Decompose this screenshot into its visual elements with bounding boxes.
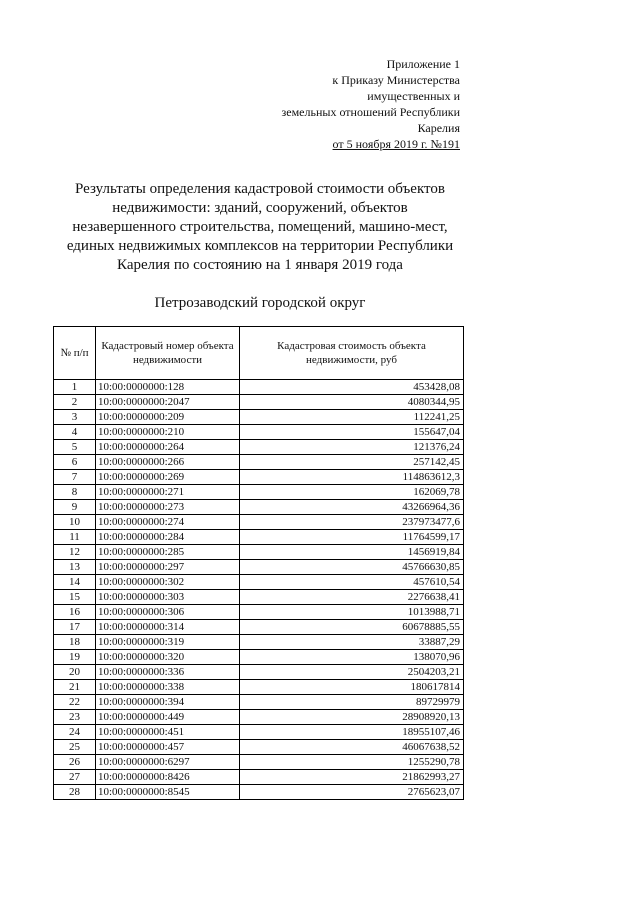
cadastral-number: 10:00:0000000:8545 <box>96 785 240 800</box>
column-header-number: № п/п <box>54 327 96 380</box>
cadastral-number: 10:00:0000000:320 <box>96 650 240 665</box>
cadastral-number: 10:00:0000000:336 <box>96 665 240 680</box>
row-number: 8 <box>54 485 96 500</box>
cadastral-value: 89729979 <box>240 695 464 710</box>
cadastral-value: 1456919,84 <box>240 545 464 560</box>
cadastral-number: 10:00:0000000:449 <box>96 710 240 725</box>
table-row <box>54 785 464 800</box>
table-row <box>54 470 464 485</box>
cadastral-number: 10:00:0000000:297 <box>96 560 240 575</box>
cadastral-value: 112241,25 <box>240 410 464 425</box>
row-number: 25 <box>54 740 96 755</box>
table-row <box>54 410 464 425</box>
cadastral-number: 10:00:0000000:394 <box>96 695 240 710</box>
row-number: 19 <box>54 650 96 665</box>
table-row <box>54 395 464 410</box>
cadastral-value: 2765623,07 <box>240 785 464 800</box>
cadastral-number: 10:00:0000000:6297 <box>96 755 240 770</box>
row-number: 26 <box>54 755 96 770</box>
cadastral-value: 21862993,27 <box>240 770 464 785</box>
table-row <box>54 635 464 650</box>
cadastral-number: 10:00:0000000:302 <box>96 575 240 590</box>
cadastral-value: 237973477,6 <box>240 515 464 530</box>
cadastral-number: 10:00:0000000:209 <box>96 410 240 425</box>
appendix-line: имущественных и <box>367 89 460 103</box>
appendix-header <box>282 56 460 152</box>
cadastral-number: 10:00:0000000:338 <box>96 680 240 695</box>
column-header-cadastral-number: Кадастровый номер объекта недвижимости <box>96 327 240 380</box>
appendix-line: Приложение 1 <box>386 57 460 71</box>
cadastral-value: 162069,78 <box>240 485 464 500</box>
title-line: единых недвижимых комплексов на территории Республики <box>66 238 454 254</box>
table-row <box>54 665 464 680</box>
table-row <box>54 770 464 785</box>
cadastral-value: 1013988,71 <box>240 605 464 620</box>
cadastral-number: 10:00:0000000:271 <box>96 485 240 500</box>
cadastral-number: 10:00:0000000:266 <box>96 455 240 470</box>
cadastral-value: 45766630,85 <box>240 560 464 575</box>
column-header-cadastral-value: Кадастровая стоимость объекта недвижимости, руб <box>240 327 464 380</box>
title-line: Результаты определения кадастровой стоимости объектов <box>75 181 445 197</box>
row-number: 28 <box>54 785 96 800</box>
cadastral-value: 43266964,36 <box>240 500 464 515</box>
cadastral-number: 10:00:0000000:269 <box>96 470 240 485</box>
cadastral-number: 10:00:0000000:274 <box>96 515 240 530</box>
cadastral-value: 46067638,52 <box>240 740 464 755</box>
cadastral-number: 10:00:0000000:264 <box>96 440 240 455</box>
cadastral-value: 1255290,78 <box>240 755 464 770</box>
row-number: 24 <box>54 725 96 740</box>
table-row <box>54 560 464 575</box>
table-row <box>54 425 464 440</box>
row-number: 18 <box>54 635 96 650</box>
cadastral-number: 10:00:0000000:319 <box>96 635 240 650</box>
table-row <box>54 380 464 395</box>
cadastral-value: 28908920,13 <box>240 710 464 725</box>
row-number: 14 <box>54 575 96 590</box>
title-line: Карелия по состоянию на 1 января 2019 года <box>117 257 403 273</box>
cadastral-value: 2504203,21 <box>240 665 464 680</box>
title-line: незавершенного строительства, помещений, машино-мест, <box>72 219 448 235</box>
row-number: 27 <box>54 770 96 785</box>
appendix-line: Карелия <box>417 121 460 135</box>
cadastral-value: 457610,54 <box>240 575 464 590</box>
row-number: 1 <box>54 380 96 395</box>
table-row <box>54 545 464 560</box>
cadastral-value: 60678885,55 <box>240 620 464 635</box>
row-number: 21 <box>54 680 96 695</box>
order-reference: от 5 ноября 2019 г. №191 <box>332 137 460 151</box>
table-row <box>54 725 464 740</box>
row-number: 13 <box>54 560 96 575</box>
district-name: Петрозаводский городской округ <box>154 295 366 311</box>
document-title <box>40 180 480 275</box>
table-header-row <box>54 327 464 380</box>
cadastral-value: 11764599,17 <box>240 530 464 545</box>
cadastral-value: 453428,08 <box>240 380 464 395</box>
row-number: 23 <box>54 710 96 725</box>
appendix-line: земельных отношений Республики <box>281 105 460 119</box>
table-row <box>54 455 464 470</box>
row-number: 16 <box>54 605 96 620</box>
cadastral-number: 10:00:0000000:273 <box>96 500 240 515</box>
row-number: 12 <box>54 545 96 560</box>
cadastral-number: 10:00:0000000:128 <box>96 380 240 395</box>
table-row <box>54 680 464 695</box>
row-number: 15 <box>54 590 96 605</box>
row-number: 11 <box>54 530 96 545</box>
table-body <box>54 380 464 800</box>
appendix-line: к Приказу Министерства <box>332 73 460 87</box>
table-row <box>54 530 464 545</box>
cadastral-value: 33887,29 <box>240 635 464 650</box>
row-number: 17 <box>54 620 96 635</box>
cadastral-value: 155647,04 <box>240 425 464 440</box>
cadastral-number: 10:00:0000000:284 <box>96 530 240 545</box>
table-row <box>54 710 464 725</box>
table-row <box>54 575 464 590</box>
cadastral-value: 180617814 <box>240 680 464 695</box>
table-row <box>54 755 464 770</box>
cadastral-number: 10:00:0000000:2047 <box>96 395 240 410</box>
row-number: 22 <box>54 695 96 710</box>
row-number: 2 <box>54 395 96 410</box>
row-number: 3 <box>54 410 96 425</box>
row-number: 20 <box>54 665 96 680</box>
table-row <box>54 590 464 605</box>
table-row <box>54 695 464 710</box>
cadastral-number: 10:00:0000000:314 <box>96 620 240 635</box>
cadastral-number: 10:00:0000000:306 <box>96 605 240 620</box>
table-row <box>54 740 464 755</box>
cadastral-value-table <box>53 326 464 800</box>
table-row <box>54 650 464 665</box>
table-row <box>54 515 464 530</box>
cadastral-value: 2276638,41 <box>240 590 464 605</box>
table-row <box>54 605 464 620</box>
cadastral-value: 138070,96 <box>240 650 464 665</box>
cadastral-value: 114863612,3 <box>240 470 464 485</box>
cadastral-number: 10:00:0000000:451 <box>96 725 240 740</box>
cadastral-value: 257142,45 <box>240 455 464 470</box>
table-row <box>54 440 464 455</box>
row-number: 7 <box>54 470 96 485</box>
cadastral-number: 10:00:0000000:285 <box>96 545 240 560</box>
cadastral-number: 10:00:0000000:457 <box>96 740 240 755</box>
row-number: 9 <box>54 500 96 515</box>
table-row <box>54 485 464 500</box>
cadastral-number: 10:00:0000000:210 <box>96 425 240 440</box>
table-row <box>54 500 464 515</box>
cadastral-number: 10:00:0000000:303 <box>96 590 240 605</box>
row-number: 10 <box>54 515 96 530</box>
row-number: 6 <box>54 455 96 470</box>
row-number: 4 <box>54 425 96 440</box>
cadastral-number: 10:00:0000000:8426 <box>96 770 240 785</box>
cadastral-value: 18955107,46 <box>240 725 464 740</box>
table-row <box>54 620 464 635</box>
title-line: недвижимости: зданий, сооружений, объектов <box>112 200 408 216</box>
row-number: 5 <box>54 440 96 455</box>
cadastral-value: 121376,24 <box>240 440 464 455</box>
cadastral-value: 4080344,95 <box>240 395 464 410</box>
